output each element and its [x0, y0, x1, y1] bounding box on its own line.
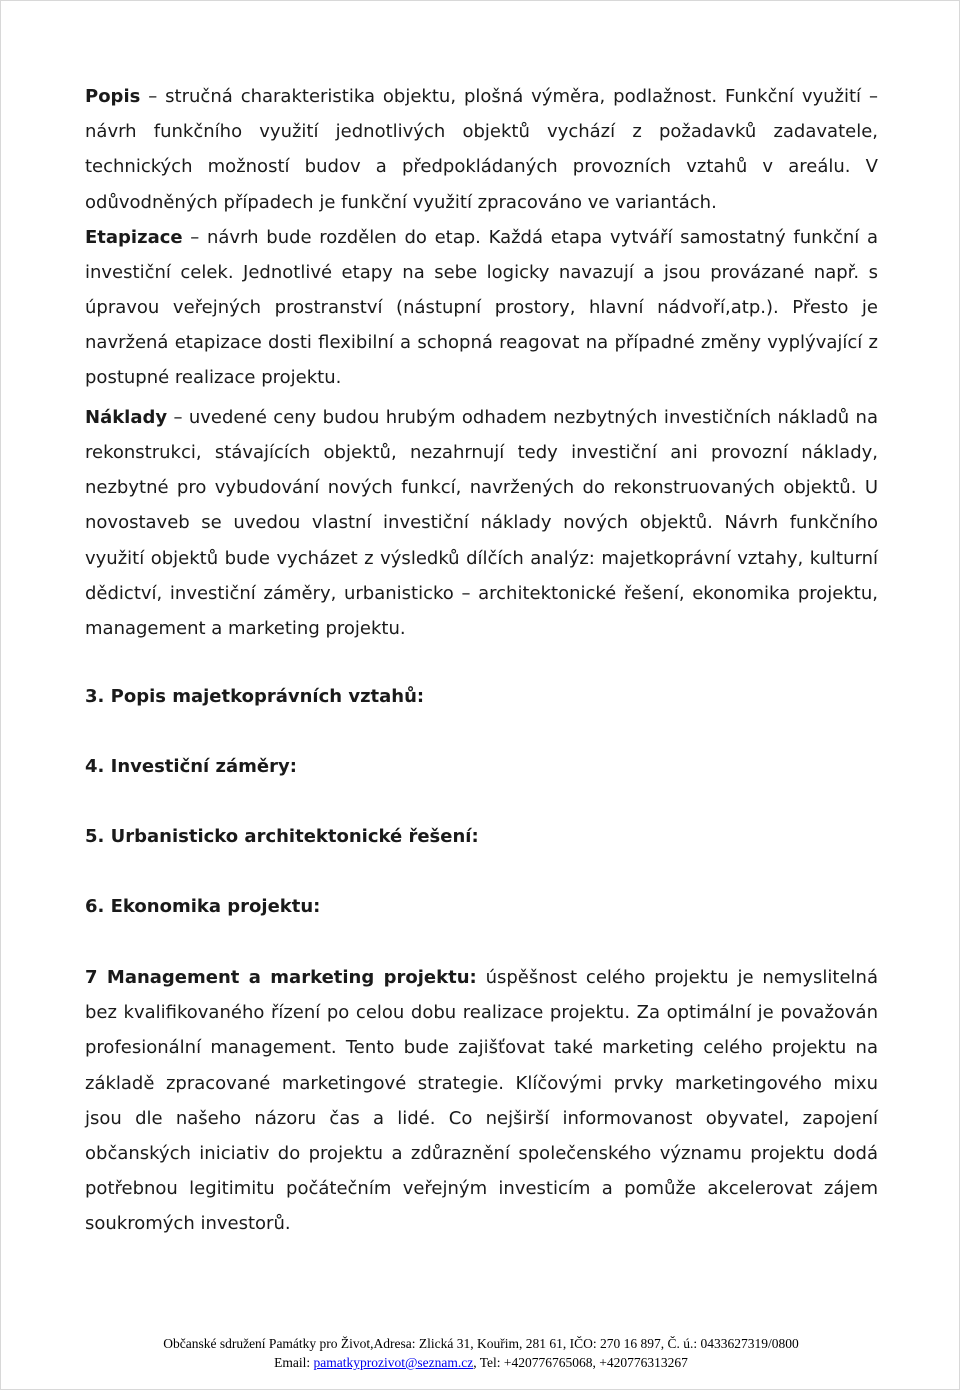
footer-contact-line [1, 1353, 960, 1372]
heading-section-4: 4. Investiční záměry: [85, 756, 297, 778]
paragraph-popis [85, 79, 878, 220]
document-body [85, 79, 878, 1241]
text-etapizace: – návrh bude rozdělen do etap. Každá etapa vytváří samostatný funkční a investiční celek. Jednotlivé etapy na sebe logicky navazují a jsou provázané např. s úpravou veřejných prostranství (nástupní prostory, hlavní nádvoří,atp.). Přesto je navržená etapizace dosti flexibilní a schopná reagovat na případné změny vyplývající z postupné realizace projektu. [85, 226, 878, 388]
footer-email-label: Email: [274, 1355, 314, 1370]
label-etapizace: Etapizace [85, 226, 183, 248]
footer-email-link[interactable]: pamatkyprozivot@seznam.cz [313, 1355, 474, 1370]
text-naklady: – uvedené ceny budou hrubým odhadem nezbytných investičních nákladů na rekonstrukci, stávajících objektů, nezahrnují tedy investiční ani provozní náklady, nezbytné pro vybudování nových funkcí, navržených do rekonstruovaných objektů. U novostaveb se uvedou vlastní investiční náklady nových objektů. Návrh funkčního využití objektů bude vycházet z výsledků dílčích analýz: majetkoprávní vztahy, kulturní dědictví, investiční záměry, urbanisticko – architektonické řešení, ekonomika projektu, management a marketing projektu. [85, 406, 878, 640]
page-footer [1, 1334, 960, 1372]
text-management: úspěšnost celého projektu je nemyslitelná bez kvalifikovaného řízení po celou dobu realizace projektu. Za optimální je považován profesionální management. Tento bude zajišťovat také marketing celého projektu na základě zpracované marketingové strategie. Klíčovými prvky marketingového mixu jsou dle našeho názoru čas a lidé. Co nejširší informovanost obyvatel, zapojení občanských iniciativ do projektu a zdůraznění společenského významu projektu dodá potřebnou legitimitu počátečním veřejným investicím a pomůže akcelerovat zájem soukromých investorů. [85, 967, 878, 1234]
text-popis: – stručná charakteristika objektu, plošná výměra, podlažnost. Funkční využití – návrh funkčního využití jednotlivých objektů vychází z požadavků zadavatele, technických možností budov a předpokládaných provozních vztahů v areálu. V odůvodněných případech je funkční využití zpracováno ve variantách. [85, 86, 878, 213]
paragraph-management [85, 960, 878, 1241]
heading-section-3: 3. Popis majetkoprávních vztahů: [85, 686, 425, 708]
footer-address-line: Občanské sdružení Památky pro Život,Adresa: Zlická 31, Kouřim, 281 61, IČO: 270 16 897, Č. ú.: 0433627319/0800 [163, 1336, 799, 1351]
paragraph-naklady [85, 400, 878, 646]
heading-section-5: 5. Urbanisticko architektonické řešení: [85, 826, 479, 848]
paragraph-etapizace [85, 220, 878, 395]
footer-phone: , Tel: +420776765068, +420776313267 [473, 1355, 688, 1370]
label-popis: Popis [85, 86, 141, 107]
heading-section-6: 6. Ekonomika projektu: [85, 896, 321, 918]
label-management: 7 Management a marketing projektu: [85, 967, 477, 989]
label-naklady: Náklady [85, 406, 168, 428]
